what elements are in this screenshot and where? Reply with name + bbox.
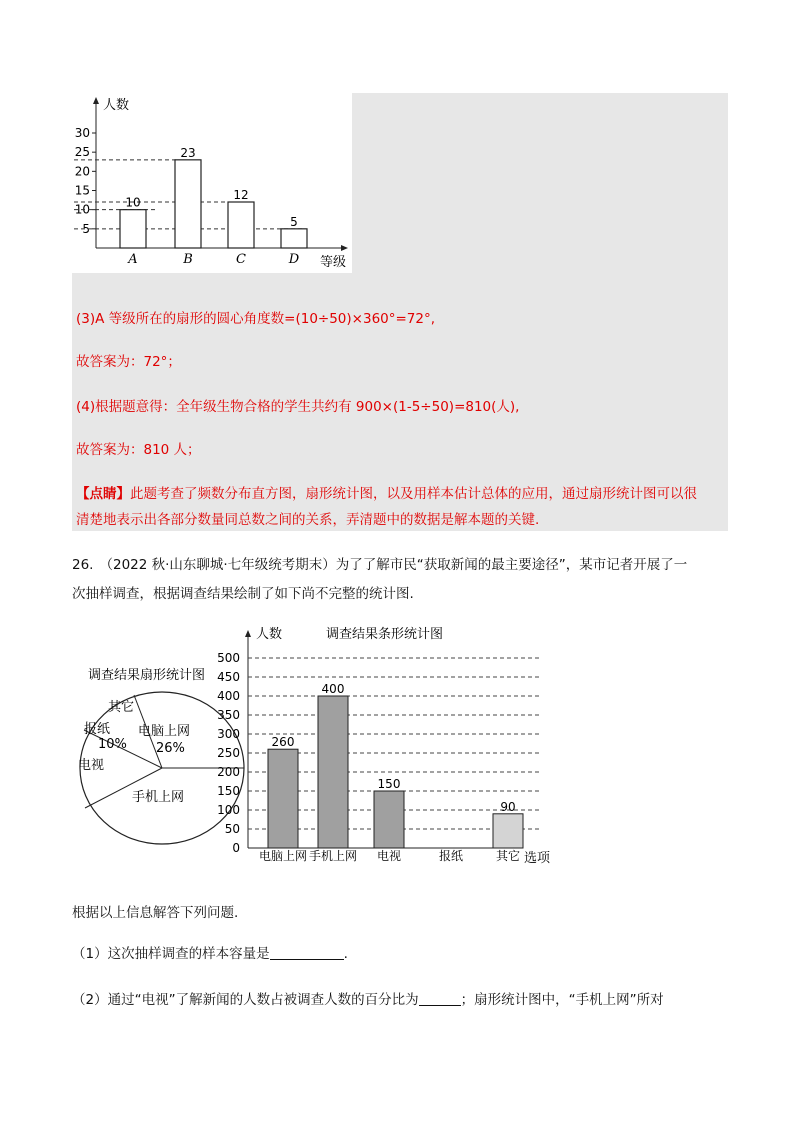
bar-ytick: 250 [217,746,240,760]
survey-bar-chart [214,620,570,868]
question26-line1 [72,555,687,575]
chart1-bar-B [175,160,201,248]
bar-手机上网 [318,696,348,848]
q2-text-end: ；扇形统计图中，“手机上网”所对 [460,992,664,1008]
chart1-category-label: A [128,252,138,267]
pie-label-newspaper: 报纸 [84,722,111,737]
bar-ytick: 300 [217,727,240,741]
pie-label-computer: 电脑上网 [138,724,191,739]
comment-line1 [76,484,697,504]
question-2 [72,990,664,1010]
bar-value-label: 400 [321,682,345,696]
comment-text: 此题考查了频数分布直方图，扇形统计图，以及用样本估计总体的应用，通过扇形统计图可以很 [130,486,697,502]
answer3-text: 故答案为：72°； [76,354,181,370]
bar-value-label: 260 [271,735,295,750]
prompt-text: 根据以上信息解答下列问题. [72,905,239,921]
chart1-value-label: 23 [180,145,196,160]
pie-label-mobile: 手机上网 [132,790,185,805]
bar-value-label: 90 [500,799,516,814]
bar-ytick: 150 [217,784,240,798]
bar-category-label: 其它 [495,849,521,863]
chart1-ytick: 30 [74,126,90,140]
bar-xlabel: 选项 [524,851,551,866]
chart1-value-label: 10 [125,195,141,210]
bar-ytick: 350 [217,708,240,722]
chart1-bar-A [120,210,146,248]
bar-ytick: 200 [217,765,240,779]
chart1-category-label: C [236,252,246,267]
bar-ytick: 50 [224,822,240,836]
chart1-ytick: 25 [74,145,90,160]
solution-band-top [352,93,728,273]
step4-text: (4)根据题意得：全年级生物合格的学生共约有 900×(1-5÷50)=810(人), [76,399,520,415]
bar-category-label: 电视 [376,849,402,863]
chart1-category-label: B [183,252,193,267]
chart1-ytick: 10 [74,202,90,217]
q1-answer-blank[interactable] [270,945,344,960]
bar-电视 [374,791,404,848]
bar-value-label: 150 [377,777,401,791]
question-source: （2022 秋·山东聊城·七年级统考期末） [99,557,336,573]
bar-ylabel: 人数 [256,627,283,642]
bar-ytick: 450 [217,670,240,684]
step3-text: (3)A 等级所在的扇形的圆心角度数=(10÷50)×360°=72°, [76,311,436,327]
bar-title: 调查结果条形统计图 [326,627,444,642]
chart1-ylabel: 人数 [103,98,130,113]
answer4-text: 故答案为：810 人； [76,442,201,458]
chart1-bar-D [281,229,307,248]
chart1-xlabel: 等级 [320,255,347,270]
chart1-bar-C [228,202,254,248]
chart1-ytick: 5 [82,221,90,236]
q2-answer-blank[interactable] [419,991,461,1006]
question-intro: 为了了解市民“获取新闻的最主要途径”，某市记者开展了一 [335,557,688,573]
comment-line2: 清楚地表示出各部分数量同总数之间的关系，弄清题中的数据是解本题的关键. [76,512,540,528]
bar-ytick: 0 [232,841,240,855]
bar-ytick: 100 [217,803,240,817]
bar-ytick: 500 [217,651,240,665]
pie-title: 调查结果扇形统计图 [88,668,206,683]
chart1-value-label: 5 [290,214,298,229]
bar-ytick: 400 [217,689,240,703]
q2-text: （2）通过“电视”了解新闻的人数占被调查人数的百分比为 [72,992,419,1008]
pie-label-other: 其它 [108,700,135,715]
bar-category-label: 报纸 [438,849,464,863]
chart1-ytick: 20 [74,164,90,179]
pie-label-newspaper-pct: 10% [98,737,127,752]
pie-label-tv: 电视 [78,758,105,773]
pie-label-computer-pct: 26% [156,741,185,756]
bar-category-label: 电脑上网 [258,849,308,863]
q1-end: . [343,946,348,962]
question-1 [72,944,348,964]
bar-其它 [493,814,523,848]
bar-category-label: 手机上网 [308,849,358,863]
grade-bar-chart [72,93,352,273]
question26-line2: 次抽样调查，根据调查结果绘制了如下尚不完整的统计图. [72,586,414,602]
comment-tag: 【点睛】 [76,486,130,502]
chart1-category-label: D [288,252,300,267]
q1-text: （1）这次抽样调查的样本容量是 [72,946,270,962]
bar-电脑上网 [268,749,298,848]
question-number: 26. [72,557,94,573]
chart1-ytick: 15 [74,183,90,198]
chart1-value-label: 12 [233,188,249,202]
